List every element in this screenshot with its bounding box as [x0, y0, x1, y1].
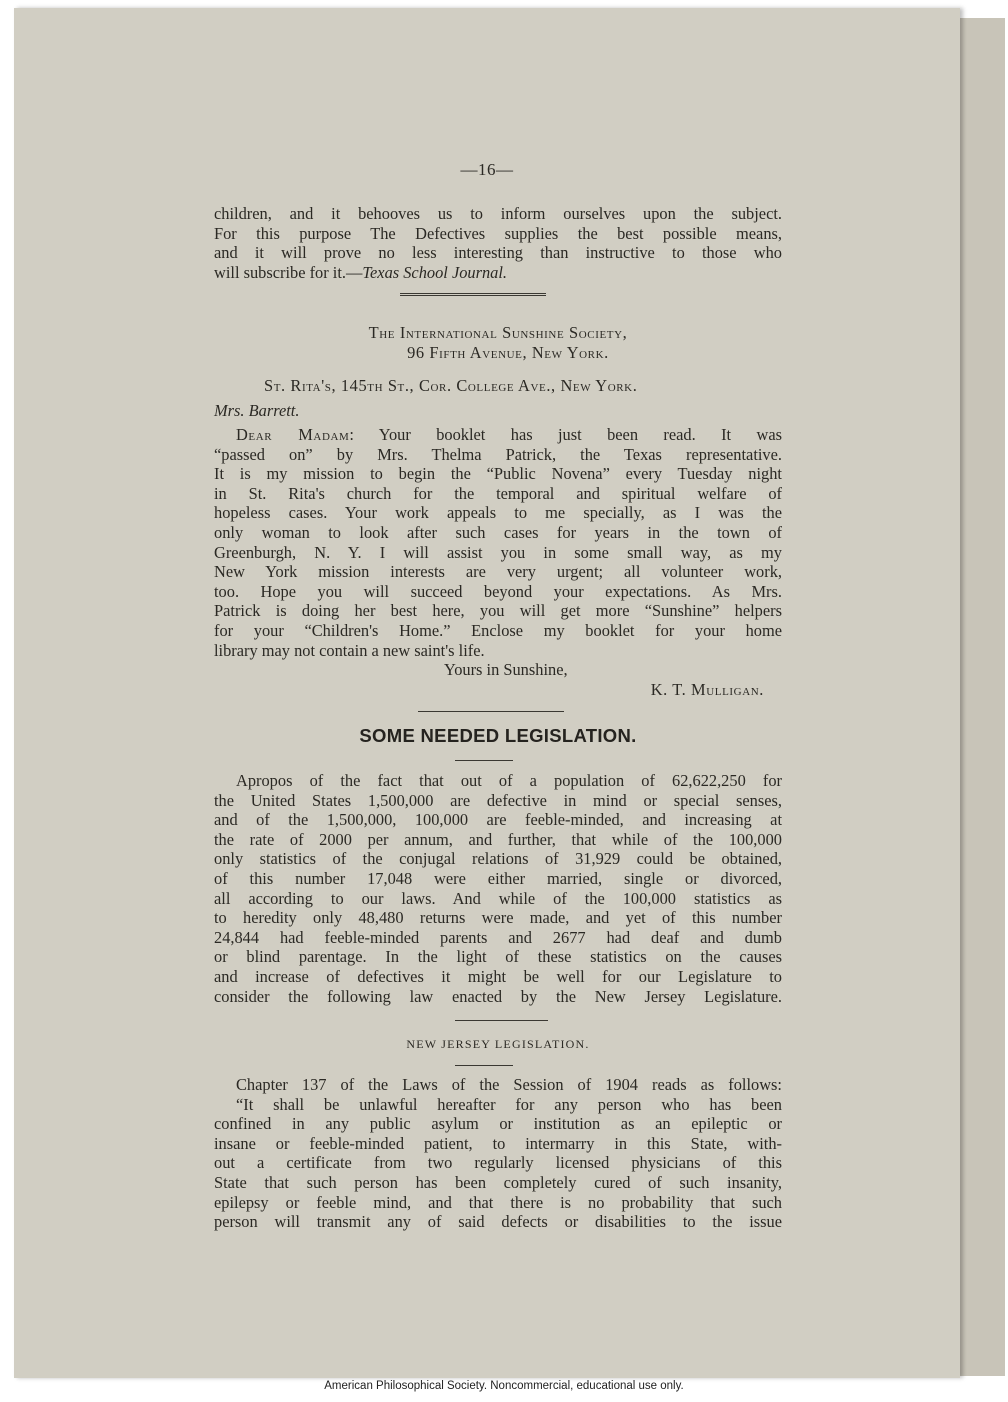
text-line: for your “Children's Home.” Enclose my booklet for your home	[214, 620, 782, 640]
text-line: only woman to look after such cases for years in the town of	[214, 522, 782, 542]
section-divider	[455, 1020, 548, 1021]
recipient: Mrs. Barrett.	[214, 401, 300, 420]
org-address: 96 Fifth Avenue, New York.	[407, 342, 609, 362]
text-line: children, and it behooves us to inform ourselves upon the subject.	[214, 204, 782, 223]
text-line: or blind parentage. In the light of these statistics on the causes	[214, 947, 782, 967]
text-line: the United States 1,500,000 are defective in mind or special senses,	[214, 790, 782, 810]
text-line: to heredity only 48,480 returns were made, and yet of this number	[214, 908, 782, 928]
text-line: out a certificate from two regularly licensed physicians of this	[214, 1153, 782, 1173]
text-line: all according to our laws. And while of the 100,000 statistics as	[214, 888, 782, 908]
page-number: —16—	[460, 160, 514, 179]
text-line: Apropos of the fact that out of a population of 62,622,250 for	[236, 771, 782, 790]
text-line: and increase of defectives it might be well for our Legislature to	[214, 966, 782, 986]
intro-last-text: will subscribe for it.—	[214, 262, 363, 282]
letter-header	[214, 323, 782, 362]
section-heading: SOME NEEDED LEGISLATION.	[359, 725, 637, 746]
letter-body	[214, 425, 782, 699]
text-line: “passed on” by Mrs. Thelma Patrick, the Texas representative.	[214, 444, 782, 464]
text-line: person will transmit any of said defects or disabilities to the issue	[214, 1212, 782, 1232]
text-line: consider the following law enacted by the New Jersey Legislature.	[214, 986, 782, 1006]
text-line: and it will prove no less interesting than instructive to those who	[214, 243, 782, 263]
text-line	[214, 425, 782, 445]
letter-signature: K. T. Mulligan.	[650, 679, 764, 699]
text-line: and of the 1,500,000, 100,000 are feeble-minded, and increasing at	[214, 810, 782, 830]
intro-paragraph	[214, 204, 782, 282]
text-line: confined in any public asylum or institution as an epileptic or	[214, 1114, 782, 1134]
org-name: The International Sunshine Society,	[368, 323, 628, 342]
credit-footer: American Philosophical Society. Noncommercial, educational use only.	[324, 1380, 684, 1392]
text-line: New York mission interests are very urgent; all volunteer work,	[214, 562, 782, 582]
section-divider	[418, 711, 564, 712]
heading-underline	[455, 760, 513, 761]
letter-first-line: : Your booklet has just been read. It was	[349, 425, 782, 444]
text-line: insane or feeble-minded patient, to intermarry in this State, with-	[214, 1133, 782, 1153]
text-line: Greenburgh, N. Y. I will assist you in some small way, as my	[214, 542, 782, 562]
salutation: Dear Madam	[236, 425, 350, 444]
text-line: in St. Rita's church for the temporal and spiritual welfare of	[214, 483, 782, 503]
text-line: For this purpose The Defectives supplies the best possible means,	[214, 223, 782, 243]
document-page	[14, 8, 960, 1378]
text-line: too. Hope you will succeed beyond your expectations. As Mrs.	[214, 581, 782, 601]
text-line: Chapter 137 of the Laws of the Session of 1904 reads as follows:	[236, 1075, 782, 1094]
text-line: Patrick is doing her best here, you will get more “Sunshine” helpers	[214, 601, 782, 621]
sender-address-block	[264, 376, 784, 396]
new-jersey-paragraph	[214, 1075, 782, 1232]
heading-underline	[455, 1065, 513, 1066]
recipient-block	[214, 401, 782, 421]
text-line: the rate of 2000 per annum, and further, that while of the 100,000	[214, 829, 782, 849]
text-line: hopeless cases. Your work appeals to me specially, as I was the	[214, 503, 782, 523]
source-citation: Texas School Journal.	[362, 262, 508, 282]
legislation-paragraph	[214, 771, 782, 1006]
subsection-heading: NEW JERSEY LEGISLATION.	[406, 1037, 590, 1051]
text-line: It is my mission to begin the “Public Novena” every Tuesday night	[214, 464, 782, 484]
section-divider	[400, 293, 546, 296]
sender-address: St. Rita's, 145th St., Cor. College Ave., New York.	[264, 376, 638, 395]
text-line: 24,844 had feeble-minded parents and 2677 had deaf and dumb	[214, 927, 782, 947]
text-line-last	[214, 263, 782, 283]
text-line: State that such person has been completely cured of such insanity,	[214, 1172, 782, 1192]
text-line-last: library may not contain a new saint's life.	[214, 640, 485, 660]
letter-closing: Yours in Sunshine,	[444, 660, 568, 680]
text-line: of this number 17,048 were either married, single or divorced,	[214, 868, 782, 888]
text-line: “It shall be unlawful hereafter for any person who has been	[236, 1094, 782, 1114]
text-line: only statistics of the conjugal relations of 31,929 could be obtained,	[214, 849, 782, 869]
text-line: epilepsy or feeble mind, and that there is no probability that such	[214, 1192, 782, 1212]
